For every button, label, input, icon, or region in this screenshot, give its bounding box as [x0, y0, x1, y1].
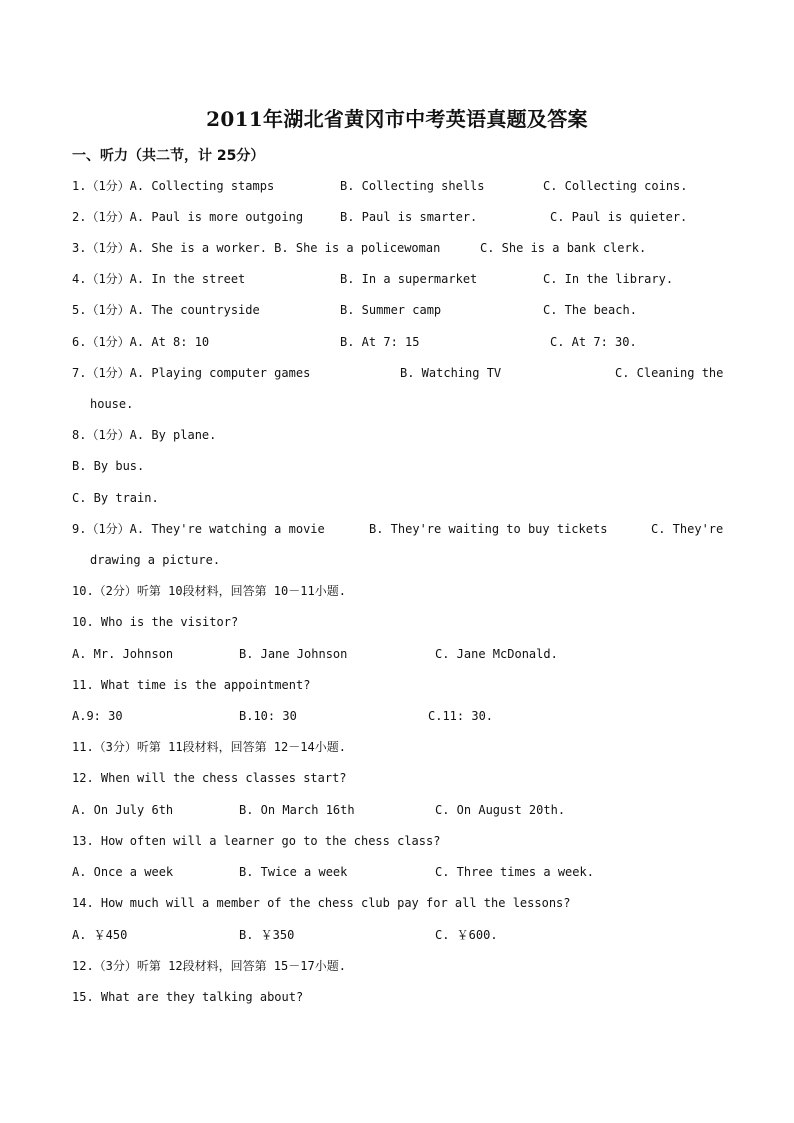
- question-9: 9.（1分）A. They're watching a movie: [72, 522, 325, 536]
- page-title: 2011年湖北省黄冈市中考英语真题及答案: [206, 107, 588, 131]
- question-4-option-c: C. In the library.: [543, 272, 674, 286]
- question-12-option-a: A. On July 6th: [72, 803, 174, 817]
- passage-12-instruction: 12.（3分）听第 12段材料，回答第 15－17小题.: [72, 959, 346, 973]
- question-7-option-b: B. Watching TV: [400, 366, 502, 380]
- question-1: 1.（1分）A. Collecting stamps: [72, 179, 275, 193]
- question-14-option-c: C. ￥600.: [435, 928, 498, 942]
- question-12-option-c: C. On August 20th.: [435, 803, 566, 817]
- passage-11-instruction: 11.（3分）听第 11段材料，回答第 12－14小题.: [72, 740, 346, 754]
- question-12-option-b: B. On March 16th: [239, 803, 355, 817]
- question-6-option-b: B. At 7: 15: [340, 335, 420, 349]
- question-7: 7.（1分）A. Playing computer games: [72, 366, 311, 380]
- question-14-option-b: B. ￥350: [239, 928, 295, 942]
- question-8-option-c: C. By train.: [72, 491, 159, 505]
- question-6: 6.（1分）A. At 8: 10: [72, 335, 210, 349]
- question-8-option-b: B. By bus.: [72, 459, 145, 473]
- question-8: 8.（1分）A. By plane.: [72, 428, 217, 442]
- question-10: 10. Who is the visitor?: [72, 615, 239, 629]
- question-14-option-a: A. ￥450: [72, 928, 128, 942]
- question-3: 3.（1分）A. She is a worker. B. She is a policewoman: [72, 241, 441, 255]
- question-13-option-a: A. Once a week: [72, 865, 174, 879]
- question-9-option-c: C. They're: [651, 522, 724, 536]
- question-14: 14. How much will a member of the chess club pay for all the lessons?: [72, 896, 571, 910]
- question-7-continuation: house.: [90, 397, 134, 411]
- question-15: 15. What are they talking about?: [72, 990, 304, 1004]
- question-4-option-b: B. In a supermarket: [340, 272, 478, 286]
- question-2-option-c: C. Paul is quieter.: [550, 210, 688, 224]
- question-13: 13. How often will a learner go to the chess class?: [72, 834, 441, 848]
- question-13-option-c: C. Three times a week.: [435, 865, 594, 879]
- question-1-option-b: B. Collecting shells: [340, 179, 485, 193]
- question-2: 2.（1分）A. Paul is more outgoing: [72, 210, 304, 224]
- question-6-option-c: C. At 7: 30.: [550, 335, 637, 349]
- question-11-option-c: C.11: 30.: [428, 709, 494, 723]
- question-11: 11. What time is the appointment?: [72, 678, 311, 692]
- question-10-option-a: A. Mr. Johnson: [72, 647, 174, 661]
- passage-10-instruction: 10.（2分）听第 10段材料，回答第 10－11小题.: [72, 584, 346, 598]
- question-5-option-b: B. Summer camp: [340, 303, 442, 317]
- section-heading: 一、听力（共二节，计 25分）: [72, 148, 265, 164]
- question-9-option-b: B. They're waiting to buy tickets: [369, 522, 608, 536]
- question-5: 5.（1分）A. The countryside: [72, 303, 260, 317]
- question-9-continuation: drawing a picture.: [90, 553, 221, 567]
- question-7-option-c: C. Cleaning the: [615, 366, 724, 380]
- question-12: 12. When will the chess classes start?: [72, 771, 347, 785]
- question-10-option-c: C. Jane McDonald.: [435, 647, 558, 661]
- question-11-option-b: B.10: 30: [239, 709, 297, 723]
- question-11-option-a: A.9: 30: [72, 709, 123, 723]
- question-1-option-c: C. Collecting coins.: [543, 179, 688, 193]
- question-2-option-b: B. Paul is smarter.: [340, 210, 478, 224]
- question-4: 4.（1分）A. In the street: [72, 272, 246, 286]
- question-10-option-b: B. Jane Johnson: [239, 647, 348, 661]
- question-5-option-c: C. The beach.: [543, 303, 637, 317]
- question-13-option-b: B. Twice a week: [239, 865, 348, 879]
- question-3-option-c: C. She is a bank clerk.: [480, 241, 647, 255]
